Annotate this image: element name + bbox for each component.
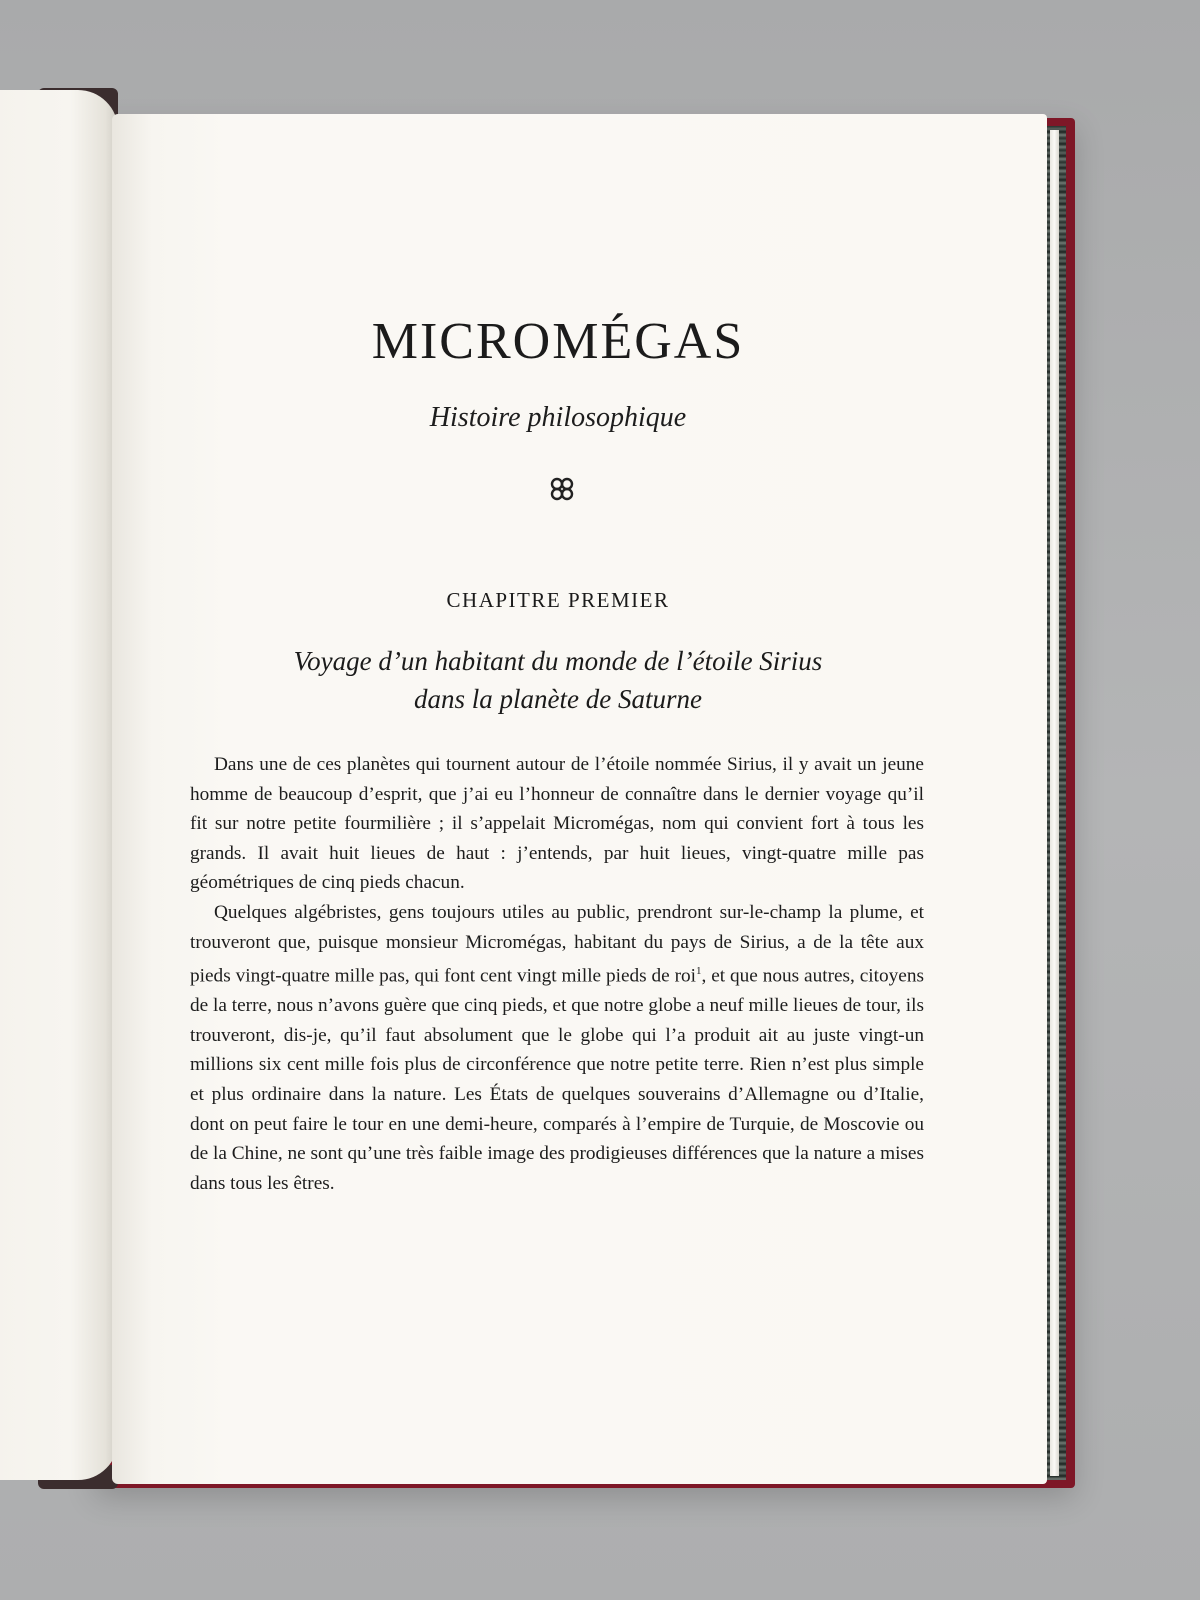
book-subtitle: Histoire philosophique bbox=[429, 402, 687, 433]
celtic-knot-ornament-icon bbox=[549, 476, 575, 502]
paragraph-2-part-1: Quelques algébristes, gens toujours utiles au public, prendront sur-le-champ la plume, et trouveront que, puisque monsieur Micromégas, habitant du pays de Sirius, a de la tête aux pieds vingt-quatre mille pas, qui font cent vingt mille pieds de roi bbox=[190, 901, 924, 987]
chapter-title-line-2: dans la planète de Saturne bbox=[414, 684, 702, 714]
chapter-label: CHAPITRE PREMIER bbox=[446, 588, 670, 612]
footnote-marker: 1 bbox=[696, 965, 702, 978]
paragraph-1: Dans une de ces planètes qui tournent autour de l’étoile nommée Sirius, il y avait un jeune homme de beaucoup d’esprit, que j’ai eu l’honneur de connaître dans le dernier voyage qu’il fit sur notre petite fourmilière ; il s’appelait Micromégas, nom qui convient fort à tous les grands. Il avait huit lieues de haut : j’entends, par huit lieues, vingt-quatre mille pas géométriques de cinq pieds chacun. bbox=[190, 754, 924, 894]
chapter-title-line-1: Voyage d’un habitant du monde de l’étoile Sirius bbox=[293, 646, 823, 676]
paragraph-2-part-2: , et que nous autres, citoyens de la terre, nous n’avons guère que cinq pieds, et que notre globe a neuf mille lieues de tour, ils trouveront, dis-je, qu’il faut absolument que le globe qui l’a produit ait au juste vingt-un millions six cent mille fois plus de circonférence que notre petite terre. Rien n’est plus simple et plus ordinaire dans la nature. Les États de quelques souverains d’Allemagne ou d’Italie, dont on peut faire le tour en une demi-heure, comparés à l’empire de Turquie, de Moscovie ou de la Chine, ne sont qu’une très faible image des prodigieuses différences que la nature a mises dans tous les êtres. bbox=[190, 965, 924, 1194]
chapter-body bbox=[190, 750, 924, 1198]
chapter-title bbox=[112, 642, 1004, 718]
book-title: MICROMÉGAS bbox=[371, 313, 745, 370]
page-block-edge bbox=[1050, 130, 1059, 1476]
left-page bbox=[0, 90, 118, 1480]
paragraph-2 bbox=[190, 898, 924, 1198]
